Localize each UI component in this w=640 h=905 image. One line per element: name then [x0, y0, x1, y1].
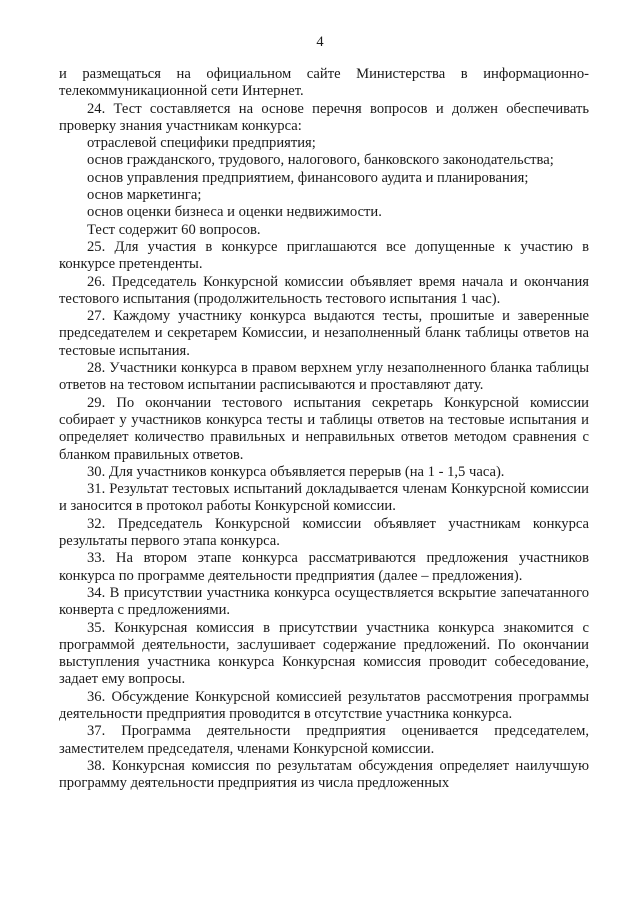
paragraph: 29. По окончании тестового испытания секретарь Конкурсной комиссии собирает у участников конкурса тесты и таблицы ответов на тестовые испытания и определяет количество правильных и неправильных ответов методом сравнения с бланком правильных ответов. — [59, 394, 589, 463]
paragraph: и размещаться на официальном сайте Министерства в информационно-телекоммуникационной сети Интернет. — [59, 66, 589, 100]
paragraph: 31. Результат тестовых испытаний докладывается членам Конкурсной комиссии и заносится в протокол работы Конкурсной комиссии. — [59, 481, 589, 515]
paragraph: 35. Конкурсная комиссия в присутствии участника конкурса знакомится с программой деятельности, заслушивает содержание предложений. По окончании выступления участника конкурса Конкурсная комиссия проводит собеседование, задает ему вопросы. — [59, 619, 589, 688]
paragraph: 24. Тест составляется на основе перечня вопросов и должен обеспечивать проверку знания участникам конкурса: — [59, 100, 589, 134]
paragraph: 38. Конкурсная комиссия по результатам обсуждения определяет наилучшую программу деятельности предприятия из числа предложенных — [59, 757, 589, 792]
paragraph: 34. В присутствии участника конкурса осуществляется вскрытие запечатанного конверта с предложениями. — [59, 584, 589, 619]
list-item: основ управления предприятием, финансового аудита и планирования; — [87, 169, 529, 186]
paragraph: 33. На втором этапе конкурса рассматриваются предложения участников конкурса по программе деятельности предприятия (далее – предложения). — [59, 550, 589, 584]
paragraph: 37. Программа деятельности предприятия оценивается председателем, заместителем председателя, членами Конкурсной комиссии. — [59, 723, 589, 757]
paragraph: 25. Для участия в конкурсе приглашаются все допущенные к участию в конкурсе претенденты. — [59, 238, 589, 273]
page-number: 4 — [316, 34, 324, 50]
list-item: отраслевой специфики предприятия; — [87, 135, 316, 152]
list-item: Тест содержит 60 вопросов. — [87, 221, 261, 238]
paragraph: 27. Каждому участнику конкурса выдаются тесты, прошитые и заверенные председателем и секретарем Комиссии, и незаполненный бланк таблицы ответов на тестовые испытания. — [59, 308, 589, 359]
paragraph: 32. Председатель Конкурсной комиссии объявляет участникам конкурса результаты первого этапа конкурса. — [59, 515, 589, 550]
paragraph: 26. Председатель Конкурсной комиссии объявляет время начала и окончания тестового испытания (продолжительность тестового испытания 1 час). — [59, 273, 589, 307]
document-body — [59, 66, 589, 792]
list-item: основ оценки бизнеса и оценки недвижимости. — [87, 204, 382, 221]
paragraph: 28. Участники конкурса в правом верхнем углу незаполненного бланка таблицы ответов на тестовом испытании расписываются и проставляют дату. — [59, 360, 589, 394]
paragraph: 30. Для участников конкурса объявляется перерыв (на 1 - 1,5 часа). — [87, 463, 505, 480]
paragraph: 36. Обсуждение Конкурсной комиссией результатов рассмотрения программы деятельности предприятия проводится в отсутствие участника конкурса. — [59, 688, 589, 722]
list-item: основ гражданского, трудового, налогового, банковского законодательства; — [87, 152, 554, 169]
list-item: основ маркетинга; — [87, 187, 202, 204]
